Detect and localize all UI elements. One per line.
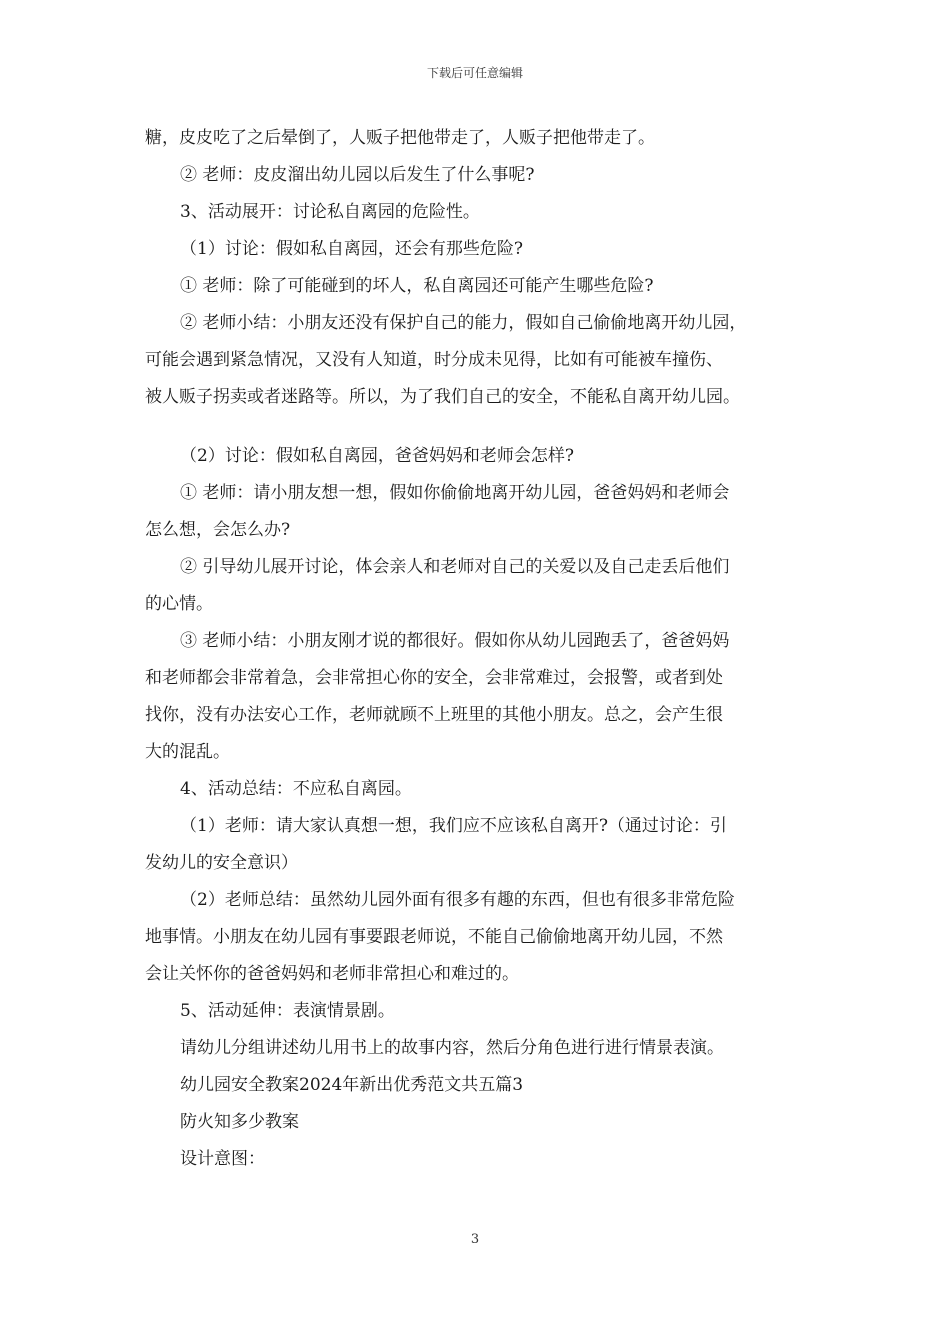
paragraph-line: ② 老师小结：小朋友还没有保护自己的能力，假如自己偷偷地离开幼儿园， [180, 313, 747, 333]
paragraph-line: 大的混乱。 [145, 742, 230, 762]
document-title: 幼儿园安全教案2024年新出优秀范文共五篇3 [180, 1075, 524, 1095]
paragraph-line: 的心情。 [145, 594, 213, 614]
paragraph-line: 会让关怀你的爸爸妈妈和老师非常担心和难过的。 [145, 964, 519, 984]
document-body [145, 120, 810, 1178]
paragraph-line: （2）老师总结：虽然幼儿园外面有很多有趣的东西，但也有很多非常危险 [180, 890, 735, 910]
paragraph-line: 地事情。小朋友在幼儿园有事要跟老师说，不能自己偷偷地离开幼儿园，不然 [145, 927, 723, 947]
blank-gap [145, 416, 810, 438]
paragraph-line: ② 引导幼儿展开讨论，体会亲人和老师对自己的关爱以及自己走丢后他们 [180, 557, 730, 577]
paragraph-line: （1）老师：请大家认真想一想，我们应不应该私自离开?（通过讨论：引 [180, 816, 727, 836]
subsection-heading: （2）讨论：假如私自离园，爸爸妈妈和老师会怎样? [180, 446, 574, 466]
paragraph-line: 被人贩子拐卖或者迷路等。所以，为了我们自己的安全，不能私自离开幼儿园。 [145, 387, 740, 407]
paragraph-line: ③ 老师小结：小朋友刚才说的都很好。假如你从幼儿园跑丢了，爸爸妈妈 [180, 631, 730, 651]
page-number: 3 [470, 1232, 480, 1247]
paragraph-line: 糖，皮皮吃了之后晕倒了，人贩子把他带走了，人贩子把他带走了。 [145, 128, 655, 148]
lesson-title: 防火知多少教案 [180, 1112, 299, 1132]
paragraph-line: 可能会遇到紧急情况，又没有人知道，时分成未见得，比如有可能被车撞伤、 [145, 350, 723, 370]
section-heading: 4、活动总结：不应私自离园。 [180, 779, 412, 799]
paragraph-line: ② 老师：皮皮溜出幼儿园以后发生了什么事呢? [180, 165, 535, 185]
paragraph-line: ① 老师：除了可能碰到的坏人，私自离园还可能产生哪些危险? [180, 276, 654, 296]
paragraph-line: 发幼儿的安全意识） [145, 853, 298, 873]
paragraph-line: 和老师都会非常着急，会非常担心你的安全，会非常难过，会报警，或者到处 [145, 668, 723, 688]
section-heading: 5、活动延伸：表演情景剧。 [180, 1001, 395, 1021]
section-heading: 设计意图： [180, 1149, 265, 1169]
paragraph-line: ① 老师：请小朋友想一想，假如你偷偷地离开幼儿园，爸爸妈妈和老师会 [180, 483, 730, 503]
section-heading: 3、活动展开：讨论私自离园的危险性。 [180, 202, 480, 222]
paragraph-line: 怎么想，会怎么办? [145, 520, 291, 540]
subsection-heading: （1）讨论：假如私自离园，还会有那些危险? [180, 239, 523, 259]
paragraph-line: 找你，没有办法安心工作，老师就顾不上班里的其他小朋友。总之，会产生很 [145, 705, 723, 725]
page-header: 下载后可任意编辑 [426, 66, 523, 80]
paragraph-line: 请幼儿分组讲述幼儿用书上的故事内容，然后分角色进行进行情景表演。 [180, 1038, 724, 1058]
